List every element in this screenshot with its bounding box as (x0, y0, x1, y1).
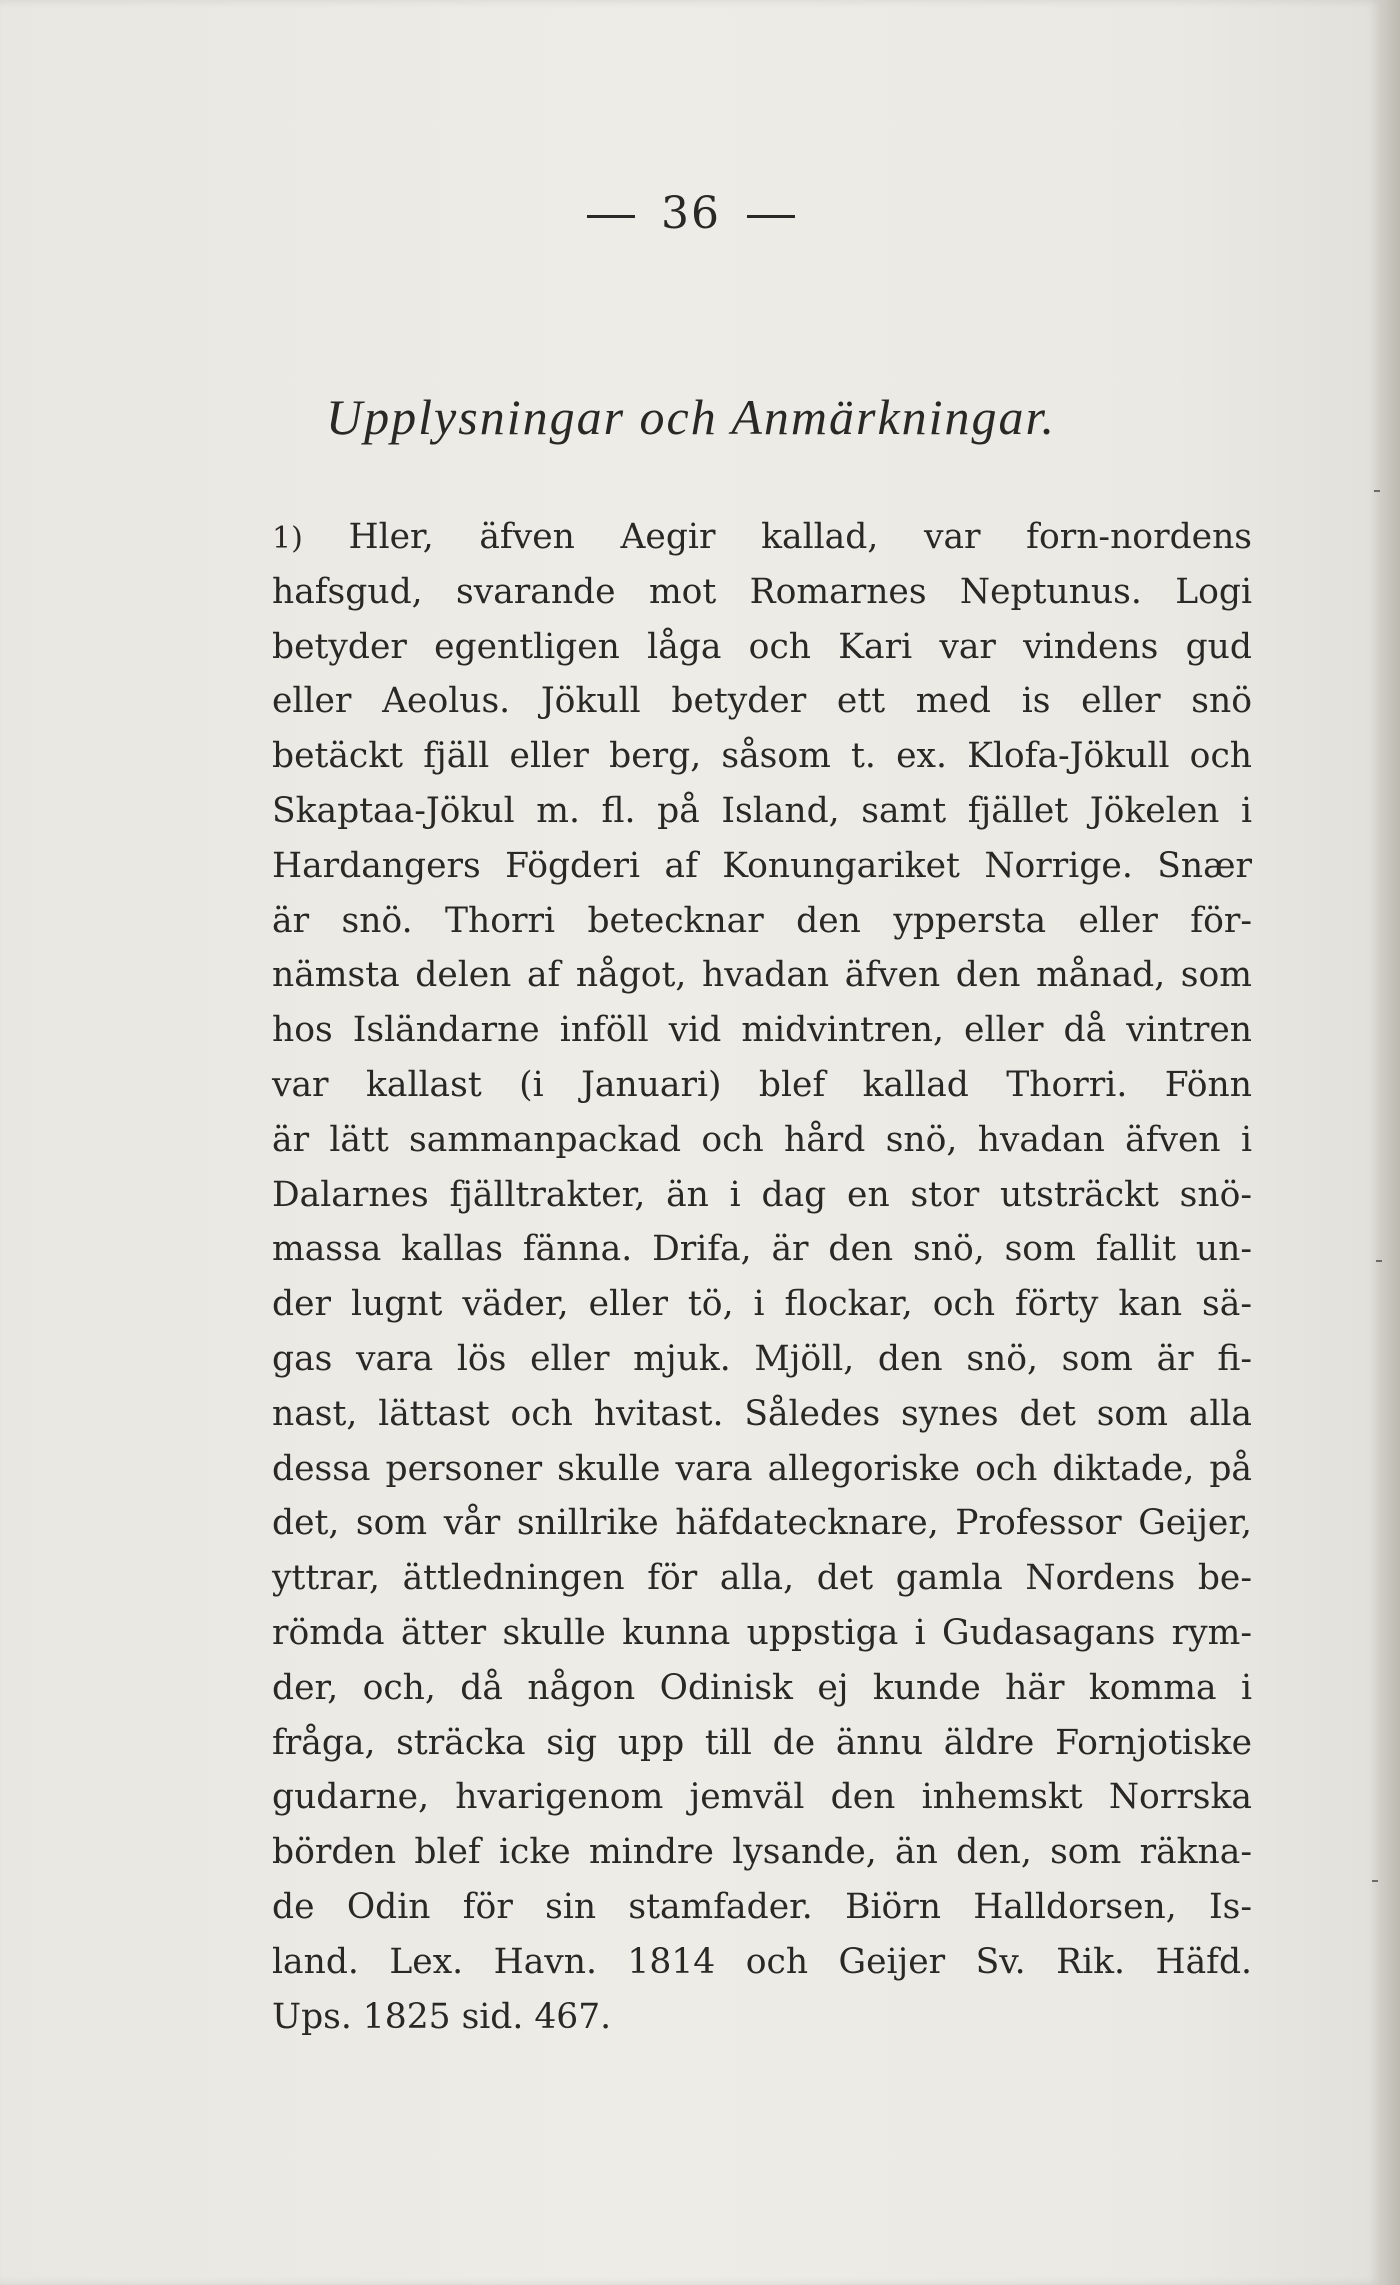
page-header (0, 188, 1382, 239)
header-dash-right (747, 215, 795, 218)
note-line: land. Lex. Havn. 1814 och Geijer Sv. Rik. Häfd. (272, 1941, 1252, 1982)
page-gutter (1382, 0, 1400, 2285)
note-line: betäckt fjäll eller berg, såsom t. ex. Klofa-Jökull och (272, 736, 1252, 777)
note-line: hos Isländarne inföll vid midvintren, eller då vintren (272, 1010, 1252, 1051)
note-line: dessa personer skulle vara allegoriske och diktade, på (272, 1448, 1252, 1489)
note-line: det, som vår snillrike häfdatecknare, Professor Geijer, (272, 1503, 1252, 1544)
note-line: fråga, sträcka sig upp till de ännu äldre Fornjotiske (272, 1722, 1252, 1763)
note-line: Skaptaa-Jökul m. fl. på Island, samt fjället Jökelen i (272, 790, 1252, 831)
note-line: hafsgud, svarande mot Romarnes Neptunus. Logi (272, 571, 1252, 612)
note-line: gas vara lös eller mjuk. Mjöll, den snö, som är fi- (272, 1338, 1252, 1379)
margin-speck (1372, 1880, 1378, 1882)
note-line: betyder egentligen låga och Kari var vindens gud (272, 626, 1252, 667)
note-line: Dalarnes fjälltrakter, än i dag en stor utsträckt snö- (272, 1174, 1252, 1215)
note-body (272, 510, 1252, 2044)
note-line: de Odin för sin stamfader. Biörn Halldorsen, Is- (272, 1886, 1252, 1927)
note-line: der, och, då någon Odinisk ej kunde här komma i (272, 1667, 1252, 1708)
note-line: yttrar, ättledningen för alla, det gamla Nordens be- (272, 1558, 1252, 1599)
note-line: Hardangers Fögderi af Konungariket Norrige. Snær (272, 845, 1252, 886)
note-line: är lätt sammanpackad och hård snö, hvadan äfven i (272, 1119, 1252, 1160)
margin-speck (1374, 490, 1380, 492)
page-number: 36 (661, 188, 721, 239)
note-line: der lugnt väder, eller tö, i flockar, och förty kan sä- (272, 1284, 1252, 1325)
note-line-1-text: Hler, äfven Aegir kallad, var forn-nordens (348, 517, 1253, 557)
header-dash-left (587, 215, 635, 218)
note-line: var kallast (i Januari) blef kallad Thorri. Fönn (272, 1064, 1252, 1105)
note-number: 1) (272, 521, 303, 556)
note-line: nast, lättast och hvitast. Således synes det som alla (272, 1393, 1252, 1434)
note-line: massa kallas fänna. Drifa, är den snö, som fallit un- (272, 1229, 1252, 1270)
note-line: römda ätter skulle kunna uppstiga i Gudasagans rym- (272, 1612, 1252, 1653)
note-line: gudarne, hvarigenom jemväl den inhemskt Norrska (272, 1777, 1252, 1818)
note-line: börden blef icke mindre lysande, än den, som räkna- (272, 1832, 1252, 1873)
note-line: är snö. Thorri betecknar den yppersta eller för- (272, 900, 1252, 941)
note-line-1 (272, 510, 1252, 565)
note-line-last: Ups. 1825 sid. 467. (272, 1996, 612, 2037)
section-title: Upplysningar och Anmärkningar. (326, 389, 1056, 445)
note-line: eller Aeolus. Jökull betyder ett med is eller snö (272, 681, 1252, 722)
note-line: nämsta delen af något, hvadan äfven den månad, som (272, 955, 1252, 996)
